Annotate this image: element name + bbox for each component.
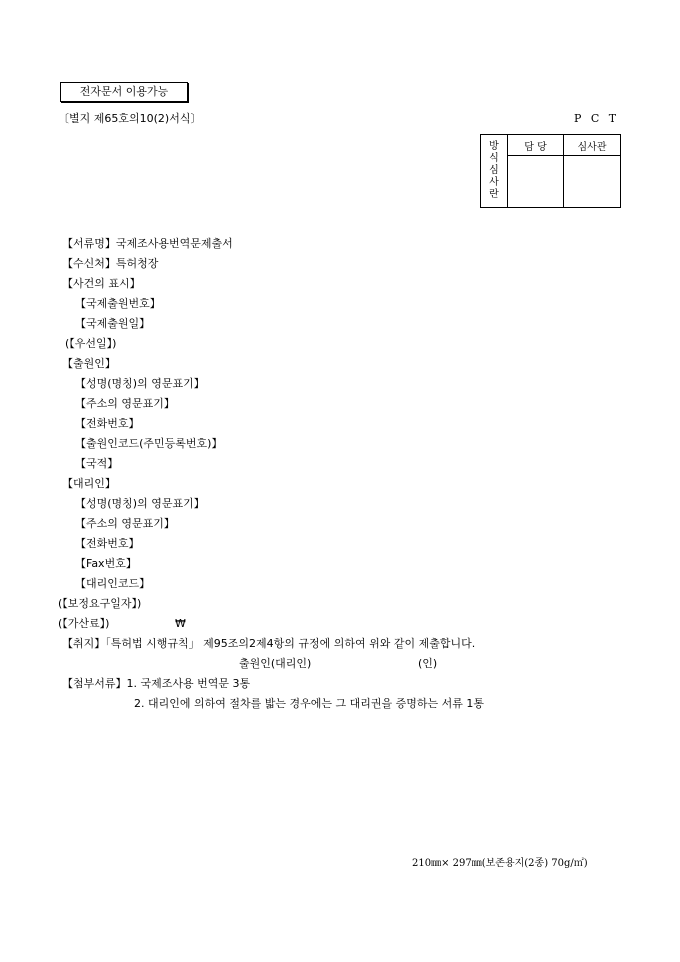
agent-heading: 【대리인】: [62, 477, 116, 490]
intl-filing-date: 【국제출원일】: [75, 317, 151, 330]
document-name: 【서류명】국제조사용번역문제출서: [62, 237, 233, 250]
review-char: 사: [489, 177, 499, 188]
won-sign: ₩: [175, 617, 186, 630]
applicant-phone: 【전화번호】: [75, 417, 140, 430]
agent-english-address: 【주소의 영문표기】: [75, 517, 175, 530]
pct-label: P C T: [574, 112, 620, 125]
review-char: 방: [489, 141, 499, 152]
applicant-english-address: 【주소의 영문표기】: [75, 397, 175, 410]
agent-fax: 【Fax번호】: [75, 557, 137, 570]
electronic-document-badge: 전자문서 이용가능: [60, 82, 188, 102]
purpose-statement: 【취지】「특허법 시행규칙」 제95조의2제4항의 규정에 의하여 위와 같이 제출합니다.: [62, 637, 476, 650]
applicant-signature-label: 출원인(대리인): [239, 657, 312, 670]
priority-date: (【우선일】): [65, 337, 117, 350]
review-char: 식: [489, 153, 499, 164]
attachments-item-1: 【첨부서류】1. 국제조사용 번역문 3통: [62, 677, 251, 690]
applicant-heading: 【출원인】: [62, 357, 116, 370]
case-indication: 【사건의 표시】: [62, 277, 141, 290]
applicant-english-name: 【성명(명칭)의 영문표기】: [75, 377, 205, 390]
review-cell-manager: [508, 156, 564, 208]
agent-english-name: 【성명(명칭)의 영문표기】: [75, 497, 205, 510]
paper-specification: 210㎜× 297㎜(보존용지(2종) 70g/㎡): [412, 858, 588, 869]
seal-mark: (인): [418, 657, 438, 670]
agent-phone: 【전화번호】: [75, 537, 140, 550]
review-cell-examiner: [564, 156, 621, 208]
applicant-code: 【출원인코드(주민등록번호)】: [75, 437, 223, 450]
attachments-item-2: 2. 대리인에 의하여 절차를 밟는 경우에는 그 대리권을 증명하는 서류 1통: [134, 697, 484, 710]
agent-code: 【대리인코드】: [75, 577, 151, 590]
applicant-nationality: 【국적】: [75, 457, 119, 470]
review-box: [480, 134, 621, 208]
review-col-manager: 담 당: [508, 135, 564, 156]
review-box-vertical-label: [481, 135, 508, 208]
review-char: 심: [489, 165, 499, 176]
form-reference: 〔별지 제65호의10(2)서식〕: [58, 112, 202, 125]
correction-request-date: (【보정요구일자】): [58, 597, 142, 610]
surcharge: (【가산료】): [58, 617, 110, 630]
recipient: 【수신처】특허청장: [62, 257, 159, 270]
review-char: 란: [489, 189, 499, 200]
review-col-examiner: 심사관: [564, 135, 621, 156]
intl-application-number: 【국제출원번호】: [75, 297, 161, 310]
